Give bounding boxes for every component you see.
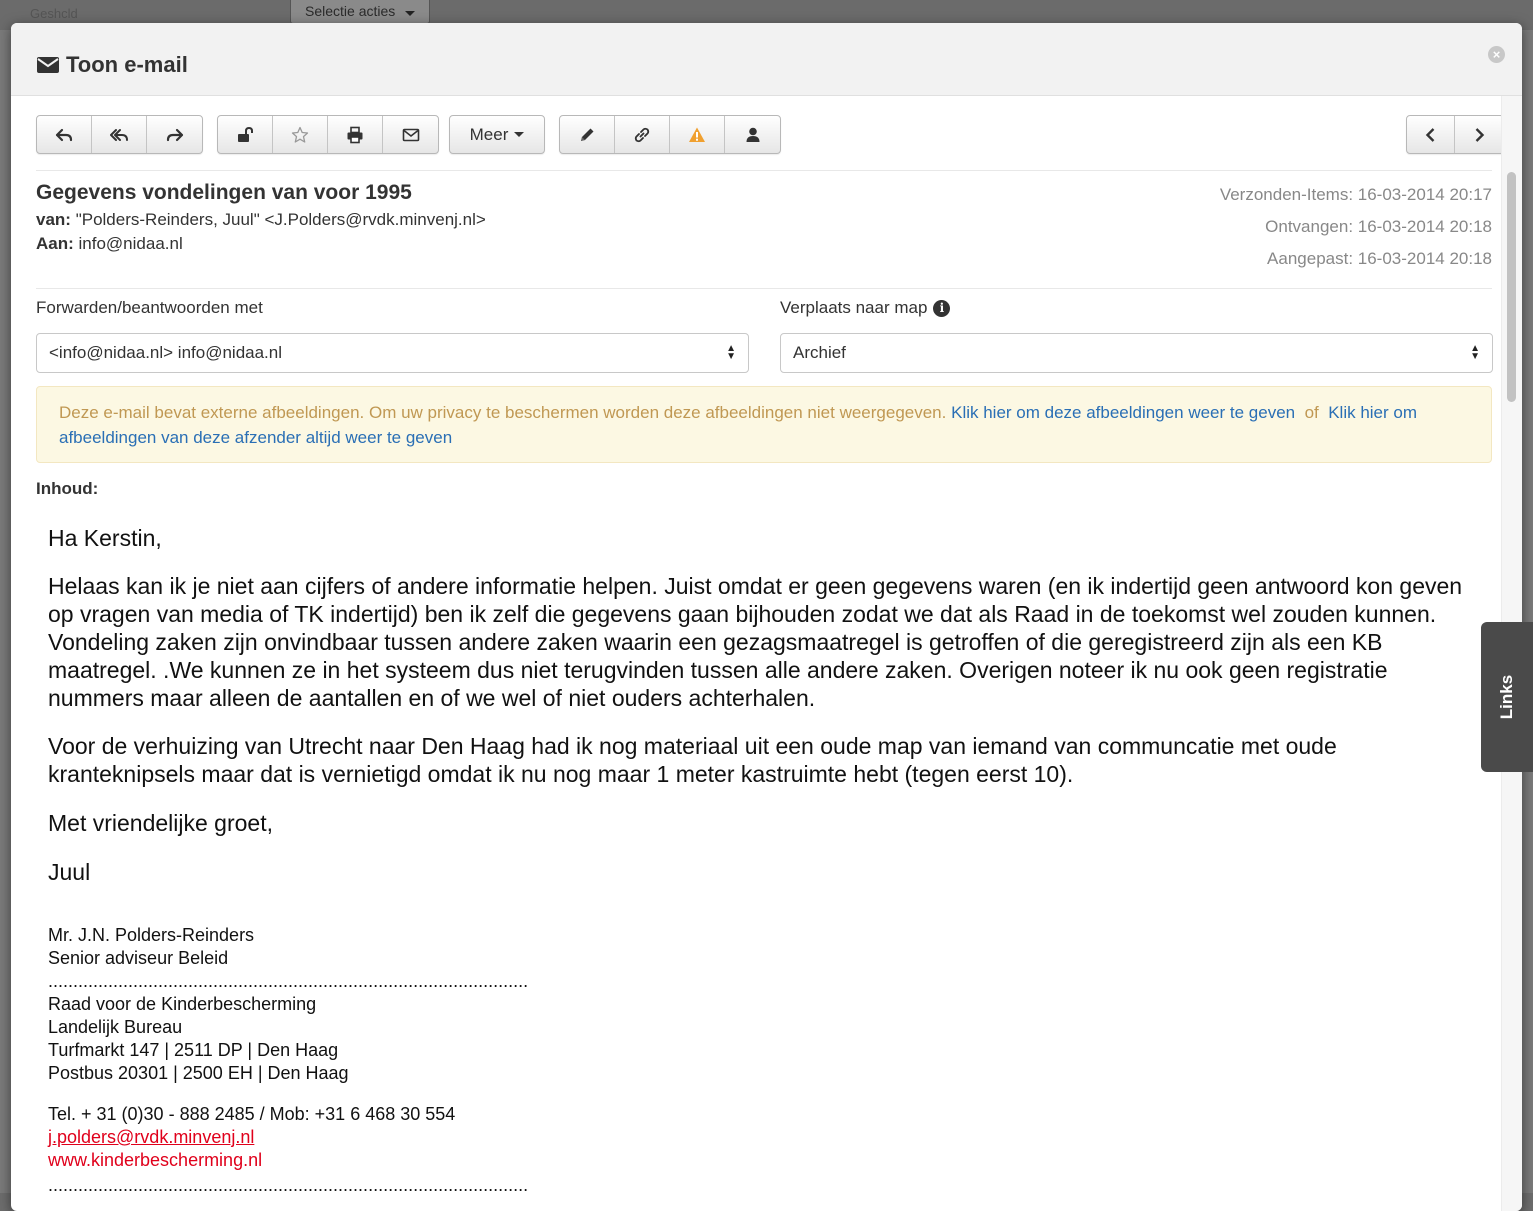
chevron-right-icon [1470, 126, 1488, 144]
edit-button[interactable] [560, 116, 615, 153]
show-images-link[interactable]: Klik hier om deze afbeeldingen weer te geven [951, 403, 1296, 422]
move-field-label-text: Verplaats naar map [780, 298, 928, 317]
pencil-icon [578, 126, 596, 144]
content-label: Inhoud: [36, 479, 99, 498]
message-actions-group [217, 115, 439, 154]
scrollbar-thumb[interactable] [1507, 172, 1516, 402]
email-subject: Gegevens vondelingen van voor 1995 [36, 181, 412, 204]
envelope-outline-icon [402, 126, 420, 144]
move-select-value: Archief [793, 343, 846, 362]
chevron-left-icon [1422, 126, 1440, 144]
selection-actions-label: Selectie acties [305, 3, 396, 19]
forward-select[interactable] [36, 333, 749, 373]
user-icon [744, 126, 762, 144]
forward-select-value: <info@nidaa.nl> info@nidaa.nl [49, 343, 283, 362]
caret-down-icon [514, 132, 524, 137]
sig-website-link[interactable]: www.kinderbescherming.nl [48, 1150, 263, 1170]
more-button[interactable] [450, 116, 544, 153]
link-button[interactable] [615, 116, 670, 153]
close-button[interactable]: × [1488, 46, 1505, 63]
envelope-icon [37, 57, 59, 73]
body-paragraph-2: Voor de verhuizing van Utrecht naar Den Haag had ik nog materiaal uit een oude map van iemand van communcatie met oude kranteknipsels maar dat is vernietigd omdat ik nu nog maar 1 meter kastruimte hebt (tegen eerst 10). [48, 733, 1337, 787]
links-tab-label: Links [1497, 674, 1516, 720]
body-closing: Met vriendelijke groet, [48, 810, 273, 836]
always-show-images-link[interactable]: Klik hier om afbeeldingen van deze afzender altijd weer te geven [59, 403, 1418, 447]
previous-email-button[interactable] [1407, 116, 1455, 153]
body-paragraph-1: Helaas kan ik je niet aan cijfers of andere informatie helpen. Juist omdat er geen gegevens waren (en ik indertijd geen antwoord kon geven op vragen van media of TK indertijd) ben ik zelf die gegevens gaan bijhouden zodat we dat als Raad in de toekomst wel zouden kunnen. Vondeling zaken zijn onvindbaar tussen andere zaken waarin een gezagsmaatregel is getroffen of die geregistreerd zijn als een KB maatregel. .We kunnen ze in het systeem dus niet terugvinden tussen alle andere zaken. Overigen noteer ik nu ook geen registratie nummers maar alleen de aantallen en of we wel of niet ouders achterhalen. [48, 573, 1463, 711]
sig-org: Raad voor de Kinderbescherming [48, 994, 317, 1014]
email-modal [11, 23, 1522, 1211]
sig-name: Mr. J.N. Polders-Reinders [48, 925, 255, 945]
from-value: "Polders-Reinders, Juul" <J.Polders@rvdk.minvenj.nl> [75, 210, 486, 229]
alert-separator: of [1304, 403, 1319, 422]
to-line [36, 234, 183, 254]
background-folder-label: Geshcld [30, 6, 78, 21]
modal-title [37, 52, 188, 78]
reply-button-group [36, 115, 203, 154]
select-arrows-icon: ▲ ▼ [1470, 343, 1480, 362]
from-line [36, 210, 486, 230]
next-email-button[interactable] [1455, 116, 1501, 153]
link-icon [633, 126, 651, 144]
more-dropdown [449, 115, 545, 154]
user-button[interactable] [725, 116, 780, 153]
reply-button[interactable] [37, 116, 92, 153]
sig-title: Senior adviseur Beleid [48, 948, 229, 968]
header-divider [36, 288, 1492, 289]
warning-icon [688, 126, 706, 144]
print-icon [346, 126, 364, 144]
info-icon[interactable]: i [933, 300, 950, 317]
move-folder-select[interactable] [780, 333, 1493, 373]
reply-all-button[interactable] [92, 116, 147, 153]
reply-icon [55, 126, 73, 144]
toolbar-divider [36, 170, 1492, 171]
extra-actions-group [559, 115, 781, 154]
sig-email-link[interactable]: j.polders@rvdk.minvenj.nl [48, 1127, 255, 1147]
more-label: Meer [469, 124, 509, 144]
from-label: van: [36, 210, 71, 229]
modal-header [11, 23, 1522, 96]
forward-field-label: Forwarden/beantwoorden met [36, 298, 263, 317]
sig-address-2: Postbus 20301 | 2500 EH | Den Haag [48, 1063, 349, 1083]
warning-button[interactable] [670, 116, 725, 153]
sent-date: Verzonden-Items: 16-03-2014 20:17 [1219, 185, 1492, 204]
sig-address-1: Turfmarkt 147 | 2511 DP | Den Haag [48, 1040, 339, 1060]
sig-department: Landelijk Bureau [48, 1017, 183, 1037]
links-side-tab[interactable] [1481, 622, 1533, 772]
navigation-group [1406, 115, 1501, 154]
sig-dots: ................................................................................................ [48, 971, 529, 991]
alert-text: Deze e-mail bevat externe afbeeldingen. Om uw privacy te beschermen worden deze afbeeldingen niet weergegeven. [59, 403, 947, 422]
modified-date: Aangepast: 16-03-2014 20:18 [1267, 249, 1492, 268]
forward-button[interactable] [147, 116, 202, 153]
send-mail-button[interactable] [383, 116, 438, 153]
to-label: Aan: [36, 234, 74, 253]
forward-icon [166, 126, 184, 144]
modal-body [11, 96, 1501, 1211]
email-body [48, 524, 1488, 1197]
modal-title-text: Toon e-mail [66, 52, 188, 77]
unlock-button[interactable] [218, 116, 273, 153]
body-name: Juul [48, 859, 91, 885]
star-button[interactable] [273, 116, 328, 153]
star-icon [291, 126, 309, 144]
caret-down-icon [405, 11, 415, 16]
unlock-icon [236, 126, 254, 144]
to-value: info@nidaa.nl [78, 234, 183, 253]
sig-phone: Tel. + 31 (0)30 - 888 2485 / Mob: +31 6 468 30 554 [48, 1104, 456, 1124]
selection-actions-button[interactable] [290, 0, 430, 24]
move-field-label [780, 298, 950, 318]
received-date: Ontvangen: 16-03-2014 20:18 [1265, 217, 1492, 236]
select-arrows-icon: ▲ ▼ [726, 343, 736, 362]
body-greeting: Ha Kerstin, [48, 525, 162, 551]
external-images-alert [36, 386, 1492, 463]
sig-dots-bottom: ................................................................................................ [48, 1175, 529, 1195]
signature [48, 924, 1488, 1197]
reply-all-icon [110, 126, 128, 144]
print-button[interactable] [328, 116, 383, 153]
